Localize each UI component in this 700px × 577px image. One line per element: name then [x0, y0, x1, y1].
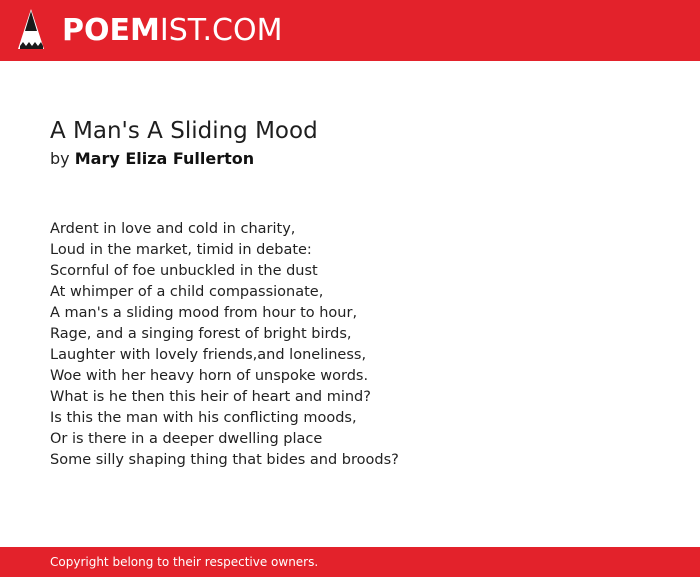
poem-line: Some silly shaping thing that bides and broods?	[50, 452, 399, 468]
poem-line: Is this the man with his conflicting moods,	[50, 410, 357, 426]
copyright-text: Copyright belong to their respective owners.	[50, 555, 319, 569]
by-label: by	[50, 149, 70, 168]
poem-line: Scornful of foe unbuckled in the dust	[50, 263, 318, 279]
poem-line: Or is there in a deeper dwelling place	[50, 431, 323, 447]
site-footer	[0, 547, 700, 577]
site-header	[0, 0, 700, 61]
byline	[50, 148, 254, 170]
poem-line: At whimper of a child compassionate,	[50, 284, 324, 300]
poem-line: A man's a sliding mood from hour to hour,	[50, 305, 358, 321]
poem-line: Loud in the market, timid in debate:	[50, 242, 312, 258]
poem-title: A Man's A Sliding Mood	[50, 118, 318, 144]
poem-line: Ardent in love and cold in charity,	[50, 221, 296, 237]
poem-line: What is he then this heir of heart and mind?	[50, 389, 371, 405]
brand-bold: POEM	[62, 13, 160, 48]
brand-light: IST.COM	[159, 13, 283, 48]
poem-body	[50, 219, 399, 471]
poem-line: Laughter with lovely friends,and loneliness,	[50, 347, 367, 363]
pencil-tip-icon[interactable]	[17, 9, 45, 53]
site-logo-text[interactable]	[62, 11, 282, 51]
poem-line: Rage, and a singing forest of bright birds,	[50, 326, 352, 342]
poem-line: Woe with her heavy horn of unspoke words.	[50, 368, 369, 384]
author-name[interactable]: Mary Eliza Fullerton	[74, 149, 255, 168]
